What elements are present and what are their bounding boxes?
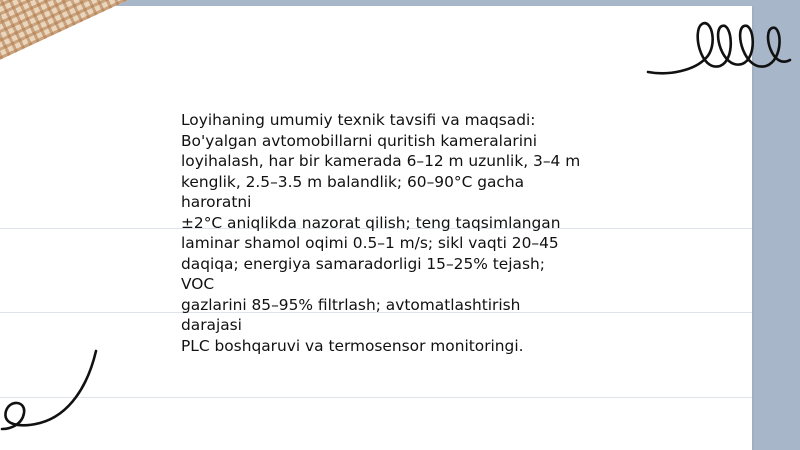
slide-body-text: Loyihaning umumiy texnik tavsifi va maqsadi: Bo'yalgan avtomobillarni quritish kameralarini loyihalash, har bir kamerada 6–12 m uzunlik, 3–4 m kenglik, 2.5–3.5 m balandlik; 60–90°C gacha haroratni ±2°C aniqlikda nazorat qilish; teng taqsimlangan laminar shamol oqimi 0.5–1 m/s; sikl vaqti 20–45 daqiqa; energiya samaradorligi 15–25% tejash; VOC gazlarini 85–95% filtrlash; avtomatlashtirish darajasi PLC boshqaruvi va termosensor monitoringi. <box>181 111 581 355</box>
scribble-loops-icon <box>640 10 800 90</box>
scribble-curl-icon <box>0 345 110 435</box>
ruled-line <box>0 397 752 398</box>
